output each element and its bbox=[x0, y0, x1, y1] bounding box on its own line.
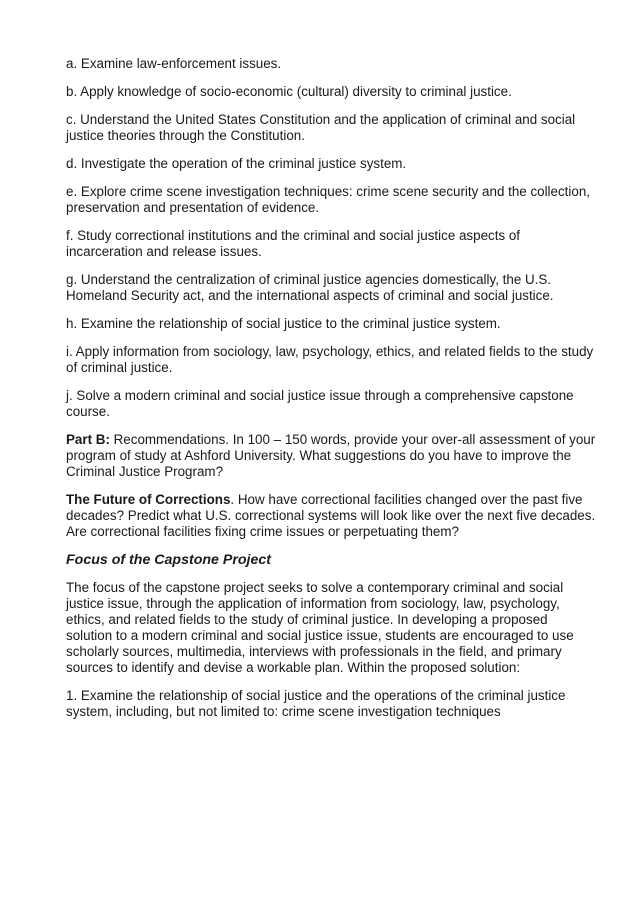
objective-j: j. Solve a modern criminal and social justice issue through a comprehensive capstone course. bbox=[66, 388, 574, 419]
focus-paragraph: The focus of the capstone project seeks to solve a contemporary criminal and social justice issue, through the application of information from sociology, law, psychology, ethics, and related fields to the study of criminal justice. In developing a proposed solution to a modern criminal and social justice issue, students are encouraged to use scholarly sources, multimedia, interviews with professionals in the field, and primary sources to identify and devise a workable plan. Within the proposed solution: bbox=[66, 580, 574, 675]
objective-h: h. Examine the relationship of social justice to the criminal justice system. bbox=[66, 316, 501, 331]
future-paragraph bbox=[66, 492, 596, 540]
list-item-1: 1. Examine the relationship of social justice and the operations of the criminal justice system, including, but not limited to: crime scene investigation techniques bbox=[66, 688, 566, 719]
part-b-paragraph bbox=[66, 432, 596, 480]
objective-a: a. Examine law-enforcement issues. bbox=[66, 56, 282, 71]
part-b-text: Recommendations. In 100 – 150 words, provide your over-all assessment of your program of study at Ashford University. What suggestions do you have to improve the Criminal Justice Program? bbox=[66, 432, 596, 479]
part-b-label: Part B: bbox=[66, 432, 110, 447]
future-text: . How have correctional facilities changed over the past five decades? Predict what U.S. correctional systems will look like over the next five decades. Are correctional facilities fixing crime issues or perpetuating them? bbox=[66, 492, 596, 539]
objective-i: i. Apply information from sociology, law, psychology, ethics, and related fields to the study of criminal justice. bbox=[66, 344, 594, 375]
focus-heading: Focus of the Capstone Project bbox=[66, 552, 271, 568]
document-page bbox=[66, 56, 596, 732]
objective-b: b. Apply knowledge of socio-economic (cultural) diversity to criminal justice. bbox=[66, 84, 512, 99]
objective-d: d. Investigate the operation of the criminal justice system. bbox=[66, 156, 407, 171]
objective-c: c. Understand the United States Constitution and the application of criminal and social justice theories through the Constitution. bbox=[66, 112, 576, 143]
objective-g: g. Understand the centralization of criminal justice agencies domestically, the U.S. Homeland Security act, and the international aspects of criminal and social justice. bbox=[66, 272, 554, 303]
objective-f: f. Study correctional institutions and the criminal and social justice aspects of incarceration and release issues. bbox=[66, 228, 521, 259]
future-label: The Future of Corrections bbox=[66, 492, 231, 507]
objective-e: e. Explore crime scene investigation techniques: crime scene security and the collection, preservation and presentation of evidence. bbox=[66, 184, 590, 215]
